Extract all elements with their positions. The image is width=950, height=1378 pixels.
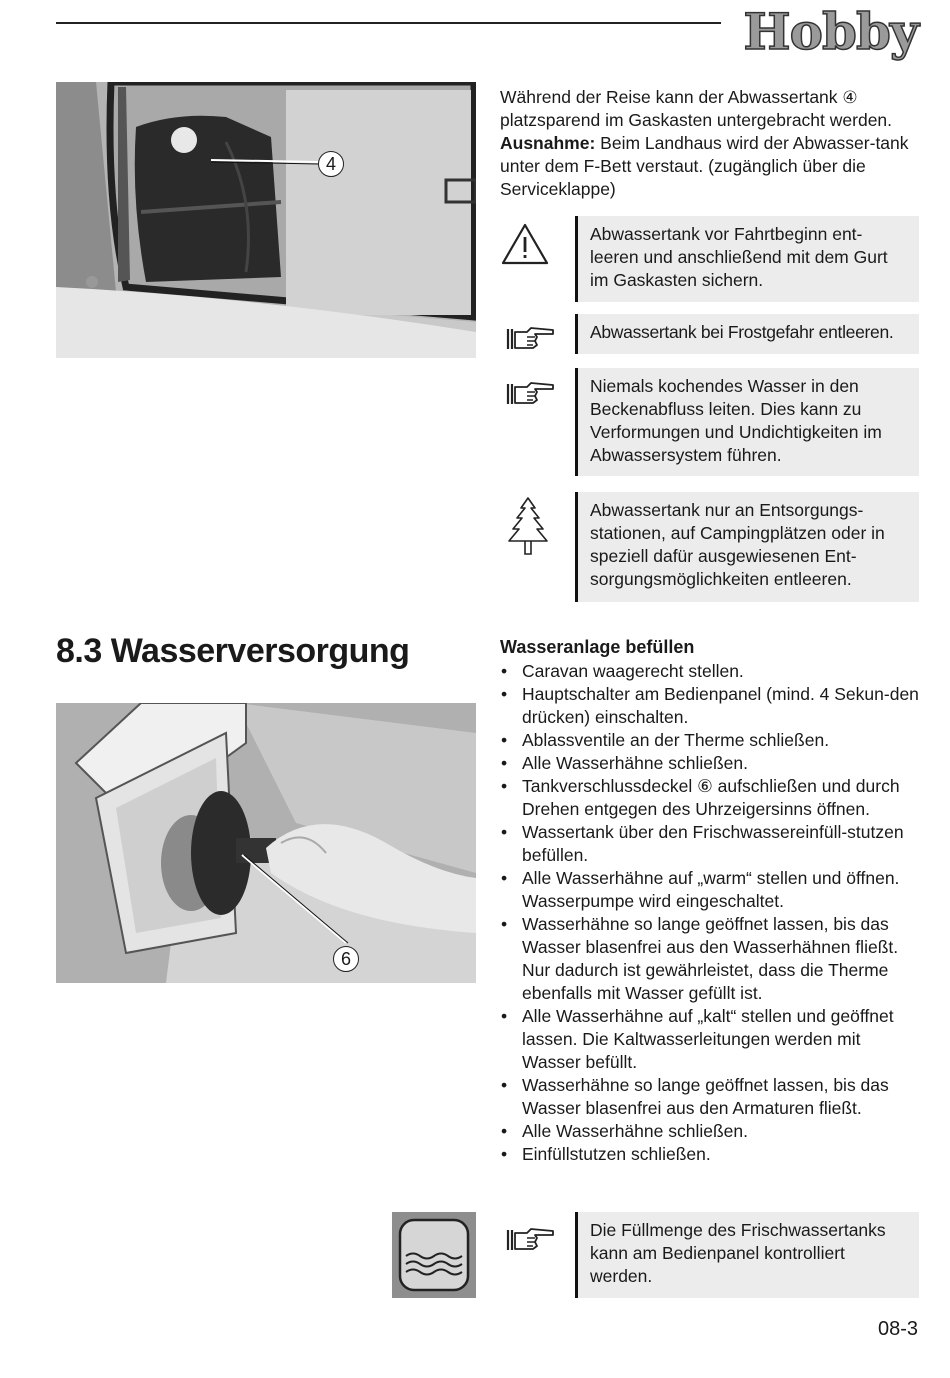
list-item: • Alle Wasserhähne auf „warm“ stellen und öffnen. Wasserpumpe wird eingeschaltet. <box>500 867 920 913</box>
callout-6: 6 <box>333 946 359 972</box>
list-item: • Alle Wasserhähne schließen. <box>500 1120 920 1143</box>
water-tank-level-icon <box>392 1212 476 1298</box>
note-boiling-water-text: Niemals kochendes Wasser in den Beckenabfluss leiten. Dies kann zu Verformungen und Undichtigkeiten im Abwassersystem führen. <box>590 376 882 465</box>
note-environment <box>575 492 919 602</box>
list-item: • Hauptschalter am Bedienpanel (mind. 4 Sekun-den drücken) einschalten. <box>500 683 920 729</box>
exception-text: Beim Landhaus wird der Abwasser-tank unter dem F-Bett verstaut. (zugänglich über die Serviceklappe) <box>500 133 909 199</box>
header-rule <box>56 22 721 24</box>
note-boiling-water <box>575 368 919 476</box>
warning-triangle-icon <box>500 222 556 271</box>
list-item: • Wasserhähne so lange geöffnet lassen, bis das Wasser blasenfrei aus den Wasserhähnen fließt. Nur dadurch ist gewährleistet, dass die Therme ebenfalls mit Wasser gefüllt ist. <box>500 913 920 1005</box>
page-number: 08-3 <box>877 1318 918 1340</box>
pointing-hand-icon <box>505 1224 561 1259</box>
photo-waste-tank <box>56 82 476 358</box>
pointing-hand-icon <box>505 378 561 413</box>
note-frost <box>575 314 919 354</box>
subheading-fill-water: Wasseranlage befüllen <box>500 637 695 657</box>
section-heading: 8.3 Wasserversorgung <box>56 632 410 670</box>
callout-4: 4 <box>318 151 344 177</box>
note-warning-text: Abwassertank vor Fahrtbeginn ent-leeren und anschließend mit dem Gurt im Gaskasten sichern. <box>590 224 888 290</box>
list-item: • Alle Wasserhähne schließen. <box>500 752 920 775</box>
list-item: • Tankverschlussdeckel ⑥ aufschließen und durch Drehen entgegen des Uhrzeigersinns öffnen. <box>500 775 920 821</box>
list-item: • Ablassventile an der Therme schließen. <box>500 729 920 752</box>
fir-tree-icon <box>503 496 559 563</box>
note-environment-text: Abwassertank nur an Entsorgungs-stationen, auf Campingplätzen oder in speziell dafür ausgewiesenen Ent-sorgungsmöglichkeiten entleeren. <box>590 500 885 589</box>
intro-text-2: platzsparend im Gaskasten untergebracht werden. <box>500 110 893 130</box>
fill-steps-list <box>500 660 920 1166</box>
pointing-hand-icon <box>505 323 561 358</box>
note-warning <box>575 216 919 302</box>
note-frost-text: Abwassertank bei Frostgefahr entleeren. <box>590 322 894 342</box>
intro-paragraph <box>500 86 920 201</box>
note-fill-level <box>575 1212 919 1298</box>
list-item: • Einfüllstutzen schließen. <box>500 1143 920 1166</box>
intro-text-1: Während der Reise kann der Abwassertank <box>500 87 843 107</box>
photo-water-fill-cap <box>56 703 476 983</box>
intro-ref-4: ④ <box>842 88 858 107</box>
exception-label: Ausnahme: <box>500 133 596 153</box>
note-fill-level-text: Die Füllmenge des Frischwassertanks kann am Bedienpanel kontrolliert werden. <box>590 1220 886 1286</box>
list-item: • Wassertank über den Frischwassereinfüll-stutzen befüllen. <box>500 821 920 867</box>
list-item: • Alle Wasserhähne auf „kalt“ stellen und geöffnet lassen. Die Kaltwasserleitungen werden mit Wasser befüllt. <box>500 1005 920 1074</box>
list-item: • Wasserhähne so lange geöffnet lassen, bis das Wasser blasenfrei aus den Armaturen fließt. <box>500 1074 920 1120</box>
brand-logo: Hobby <box>743 2 918 61</box>
list-item: • Caravan waagerecht stellen. <box>500 660 920 683</box>
